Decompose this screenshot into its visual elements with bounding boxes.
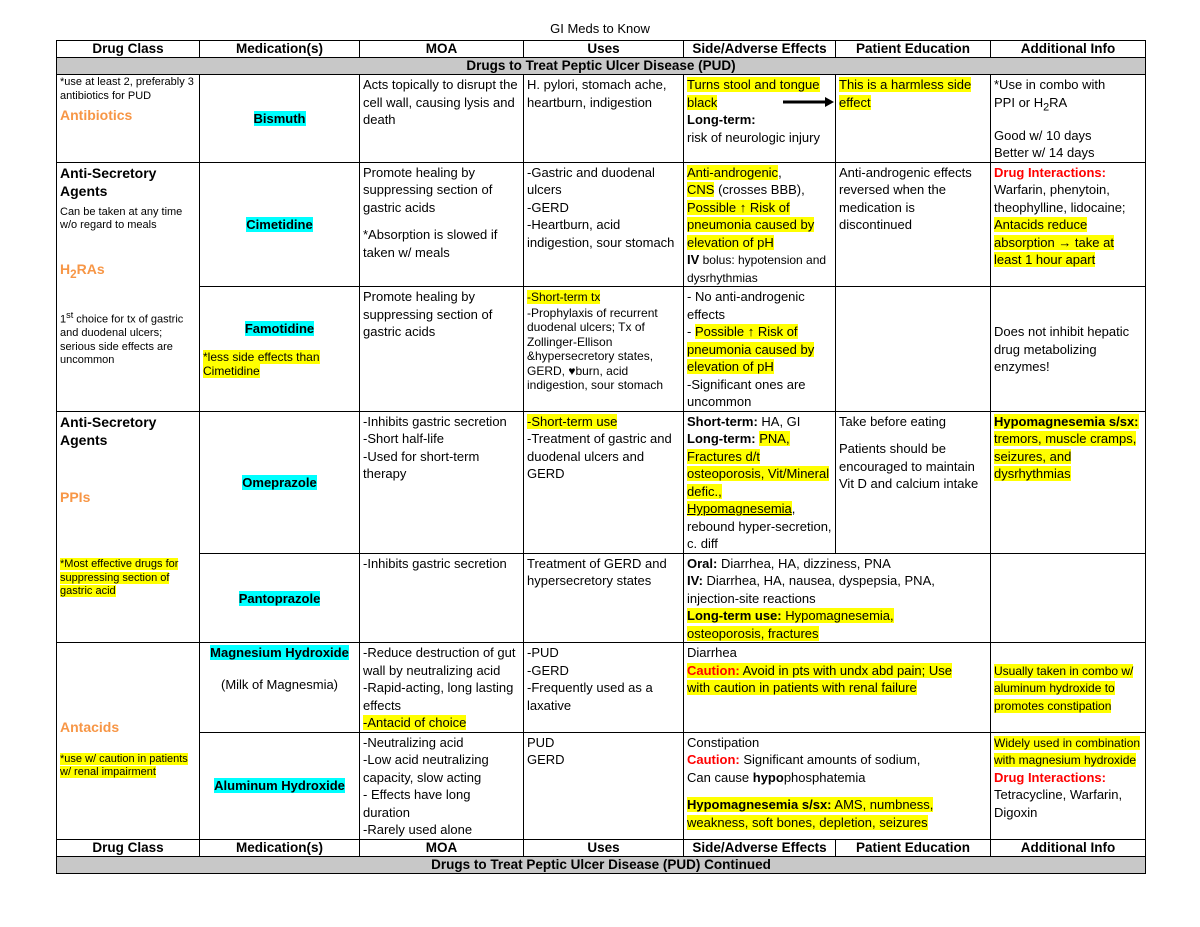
medication-cell bbox=[200, 643, 360, 733]
header-side-effects: Side/Adverse Effects bbox=[684, 839, 836, 856]
moa-cell: Acts topically to disrupt the cell wall, causing lysis and death bbox=[360, 75, 524, 163]
note-text: 1 bbox=[60, 313, 67, 326]
header-moa: MOA bbox=[360, 41, 524, 58]
class-note: *Most effective drugs for suppressing section of gastric acid bbox=[60, 558, 179, 598]
uses-cell bbox=[524, 287, 684, 412]
education-highlight: This is a harmless side effect bbox=[839, 77, 972, 110]
uses-cell: Treatment of GERD and hypersecretory states bbox=[524, 553, 684, 643]
medication-name: Pantoprazole bbox=[238, 590, 321, 606]
drug-interactions-label: Drug Interactions: bbox=[994, 769, 1106, 785]
drug-class-cell bbox=[57, 162, 200, 411]
uses-cell bbox=[524, 732, 684, 839]
info-line: Better w/ 14 days bbox=[994, 145, 1095, 161]
uses-text: -Frequently used as a laxative bbox=[527, 680, 653, 713]
class-title: Anti-Secretory Agents bbox=[60, 164, 157, 199]
info-highlight: Widely used in combination with magnesium hydroxide bbox=[994, 735, 1141, 768]
moa-cell: Promote healing by suppressing section of gastric acids bbox=[360, 287, 524, 412]
drug-class-cell bbox=[57, 411, 200, 643]
medication-cell bbox=[200, 732, 360, 839]
info-cell bbox=[991, 732, 1146, 839]
uses-cell bbox=[524, 411, 684, 553]
header-additional-info: Additional Info bbox=[991, 41, 1146, 58]
class-note bbox=[60, 309, 196, 368]
header-drug-class: Drug Class bbox=[57, 839, 200, 856]
header-row bbox=[57, 41, 1146, 58]
header-medications: Medication(s) bbox=[200, 839, 360, 856]
education-text: Take before eating bbox=[839, 413, 946, 429]
side-effect-text: - bbox=[687, 324, 695, 340]
side-effect-highlight: Turns stool and tongue black bbox=[687, 77, 820, 110]
uses-cell bbox=[524, 643, 684, 733]
uses-text: -Heartburn, acid indigestion, sour stomach bbox=[527, 217, 675, 250]
moa-text: -Inhibits gastric secretion bbox=[363, 413, 507, 429]
moa-text: -Neutralizing acid bbox=[363, 734, 464, 750]
class-title: Anti-Secretory Agents bbox=[60, 413, 157, 448]
section-title: Drugs to Treat Peptic Ulcer Disease (PUD) bbox=[57, 58, 1146, 75]
side-effect-text: Diarrhea, HA, nausea, dyspepsia, PNA, injection-site reactions bbox=[687, 573, 935, 606]
side-effect-text: Diarrhea bbox=[687, 645, 737, 661]
drug-class-cell bbox=[57, 643, 200, 840]
side-effect-bold: hypo bbox=[752, 769, 784, 785]
side-effect-text: phosphatemia bbox=[783, 769, 866, 785]
side-effect-highlight: Possible ↑ Risk of pneumonia caused by elevation of pH bbox=[687, 199, 815, 250]
uses-text: -Treatment of gastric and duodenal ulcers and GERD bbox=[527, 431, 672, 482]
uses-highlight: -Short-term tx bbox=[527, 290, 601, 305]
medication-cell bbox=[200, 75, 360, 163]
moa-text: Promote healing by suppressing section of gastric acids bbox=[363, 164, 493, 215]
long-term-label: Long-term: bbox=[687, 112, 756, 127]
info-cell bbox=[991, 553, 1146, 643]
uses-highlight: -Short-term use bbox=[527, 413, 618, 429]
moa-cell bbox=[360, 411, 524, 553]
side-effect-text: , rebound hyper-secretion, c. diff bbox=[687, 501, 832, 552]
header-medications: Medication(s) bbox=[200, 41, 360, 58]
table-row bbox=[57, 162, 1146, 287]
class-name: Antibiotics bbox=[60, 107, 133, 123]
side-effect-highlight: Anti-androgenic bbox=[687, 164, 779, 180]
info-line bbox=[994, 94, 1142, 117]
side-effect-text: -Significant ones are uncommon bbox=[687, 376, 806, 410]
medication-cell bbox=[200, 553, 360, 643]
caution-label: Caution: bbox=[687, 662, 740, 678]
info-text: RA bbox=[1049, 94, 1068, 110]
side-effect-text: bolus: hypotension and dysrhythmias bbox=[687, 253, 827, 285]
caution-text: Significant amounts of sodium, bbox=[739, 752, 921, 768]
moa-text: *Absorption is slowed if taken w/ meals bbox=[363, 227, 498, 260]
side-effects-cell bbox=[684, 287, 836, 412]
side-effect-highlight: Fractures d/t osteoporosis, Vit/Mineral defic., bbox=[687, 448, 830, 499]
info-line: Good w/ 10 days bbox=[994, 127, 1092, 143]
side-effect-highlight: PNA, bbox=[759, 431, 790, 447]
class-text: H bbox=[60, 260, 71, 277]
education-cell bbox=[836, 287, 991, 412]
education-text: Patients should be encouraged to maintain Vit D and calcium intake bbox=[839, 441, 979, 492]
info-text: Does not inhibit hepatic drug metabolizing enzymes! bbox=[994, 324, 1130, 375]
side-effects-cell: Anti-androgenic, CNS (crosses BBB), Possible ↑ Risk of pneumonia caused by elevation of pH IV bolus: hypotension and dysrhythmias bbox=[684, 162, 836, 287]
header-drug-class: Drug Class bbox=[57, 41, 200, 58]
caution-text: Avoid in pts with undx abd pain; Use with caution in patients with renal failure bbox=[687, 662, 952, 696]
medication-name: Aluminum Hydroxide bbox=[214, 778, 345, 794]
moa-cell bbox=[360, 162, 524, 287]
side-effect-text: (crosses BBB), bbox=[714, 182, 805, 198]
header-additional-info: Additional Info bbox=[991, 839, 1146, 856]
info-text: tremors, muscle cramps, seizures, and dysrhythmias bbox=[994, 431, 1137, 482]
long-term-label: Long-term: bbox=[687, 431, 756, 447]
header-row bbox=[57, 839, 1146, 856]
uses-cell: H. pylori, stomach ache, heartburn, indigestion bbox=[524, 75, 684, 163]
hypomag-label: Hypomagnesemia s/sx: bbox=[687, 797, 832, 813]
medication-cell bbox=[200, 162, 360, 287]
education-cell bbox=[836, 411, 991, 553]
note-text: choice for tx of gastric and duodenal ulcers; serious side effects are uncommon bbox=[60, 313, 184, 367]
long-term-text: risk of neurologic injury bbox=[687, 129, 820, 145]
drug-table bbox=[56, 40, 1146, 874]
side-effects-cell bbox=[684, 553, 991, 643]
table-row bbox=[57, 75, 1146, 163]
side-effect-text: Hypomagnesemia, osteoporosis, fractures bbox=[687, 608, 894, 641]
oral-label: Oral: bbox=[687, 555, 718, 571]
side-effect-text: Can cause bbox=[687, 769, 753, 785]
header-moa: MOA bbox=[360, 839, 524, 856]
header-uses: Uses bbox=[524, 839, 684, 856]
info-cell bbox=[991, 75, 1146, 163]
uses-text: -PUD bbox=[527, 645, 559, 661]
subscript: 2 bbox=[1043, 101, 1050, 114]
info-highlight: Usually taken in combo w/ aluminum hydroxide to promotes constipation bbox=[994, 663, 1134, 713]
side-effect-highlight: CNS bbox=[687, 182, 715, 198]
medication-name: Bismuth bbox=[253, 111, 306, 127]
header-patient-education: Patient Education bbox=[836, 41, 991, 58]
long-term-label: Long-term use: bbox=[687, 608, 782, 624]
table-row bbox=[57, 553, 1146, 643]
side-effect-text: HA, GI bbox=[757, 413, 801, 429]
section-title: Drugs to Treat Peptic Ulcer Disease (PUD) Continued bbox=[57, 856, 1146, 873]
info-cell bbox=[991, 411, 1146, 553]
moa-cell bbox=[360, 732, 524, 839]
caution-label: Caution: bbox=[687, 752, 740, 768]
moa-text: -Reduce destruction of gut wall by neutralizing acid bbox=[363, 645, 516, 678]
table-row bbox=[57, 643, 1146, 733]
moa-text: -Short half-life bbox=[363, 431, 444, 447]
moa-text: -Rarely used alone bbox=[363, 822, 473, 838]
moa-text: -Used for short-term therapy bbox=[363, 448, 480, 482]
moa-text: -Rapid-acting, long lasting effects bbox=[363, 680, 514, 713]
medication-cell bbox=[200, 411, 360, 553]
info-cell bbox=[991, 162, 1146, 287]
info-text: Warfarin, phenytoin, theophylline, lidocaine; bbox=[994, 182, 1126, 215]
info-highlight: Antacids reduce absorption → take at least 1 hour apart bbox=[994, 217, 1114, 268]
class-note: *use at least 2, preferably 3 antibiotics for PUD bbox=[60, 76, 194, 102]
header-uses: Uses bbox=[524, 41, 684, 58]
short-term-label: Short-term: bbox=[687, 413, 758, 429]
side-effect-text: AMS, numbness, weakness, soft bones, depletion, seizures bbox=[687, 797, 934, 830]
moa-cell: -Inhibits gastric secretion bbox=[360, 553, 524, 643]
moa-highlight: -Antacid of choice bbox=[363, 715, 467, 731]
side-effect-highlight: Hypomagnesemia bbox=[687, 501, 792, 517]
medication-name: Cimetidine bbox=[246, 217, 313, 233]
side-effects-cell bbox=[684, 643, 991, 733]
table-row bbox=[57, 732, 1146, 839]
info-line: *Use in combo with bbox=[994, 77, 1106, 92]
uses-cell bbox=[524, 162, 684, 287]
education-cell: Anti-androgenic effects reversed when the medication is discontinued bbox=[836, 162, 991, 287]
uses-text: -GERD bbox=[527, 662, 569, 678]
uses-text: GERD bbox=[527, 752, 565, 768]
subscript: 2 bbox=[70, 267, 77, 281]
arrow-right-icon bbox=[783, 97, 834, 107]
medication-name: Famotidine bbox=[244, 321, 315, 337]
drug-interactions-label: Drug Interactions: bbox=[994, 164, 1106, 180]
info-text: Tetracycline, Warfarin, Digoxin bbox=[994, 787, 1123, 820]
uses-text: -GERD bbox=[527, 199, 569, 215]
superscript: st bbox=[66, 309, 74, 320]
side-effects-cell bbox=[684, 411, 836, 553]
uses-text: -Gastric and duodenal ulcers bbox=[527, 164, 655, 198]
side-effects-cell bbox=[684, 732, 991, 839]
side-effect-text: Diarrhea, HA, dizziness, PNA bbox=[717, 555, 891, 571]
section-row bbox=[57, 856, 1146, 873]
class-note: *use w/ caution in patients w/ renal impairment bbox=[60, 752, 188, 779]
class-name: PPIs bbox=[60, 488, 91, 505]
side-effect-text: Constipation bbox=[687, 734, 760, 750]
header-patient-education: Patient Education bbox=[836, 839, 991, 856]
info-cell bbox=[991, 287, 1146, 412]
header-side-effects: Side/Adverse Effects bbox=[684, 41, 836, 58]
class-note: Can be taken at any time w/o regard to meals bbox=[60, 205, 183, 232]
moa-cell bbox=[360, 643, 524, 733]
medication-name: Omeprazole bbox=[242, 474, 317, 490]
medication-cell bbox=[200, 287, 360, 412]
iv-label: IV: bbox=[687, 573, 703, 589]
info-label: Hypomagnesemia s/sx: bbox=[994, 413, 1139, 429]
class-text: RAs bbox=[76, 260, 105, 277]
medication-alt-name: (Milk of Magnesmia) bbox=[220, 676, 339, 692]
table-row bbox=[57, 287, 1146, 412]
education-cell bbox=[836, 75, 991, 163]
section-row bbox=[57, 58, 1146, 75]
uses-text: PUD bbox=[527, 734, 555, 750]
side-effects-cell bbox=[684, 75, 836, 163]
iv-label: IV bbox=[687, 252, 700, 268]
moa-text: -Low acid neutralizing capacity, slow acting bbox=[363, 752, 489, 785]
medication-note: *less side effects than Cimetidine bbox=[203, 349, 320, 379]
table-row bbox=[57, 411, 1146, 553]
document-title: GI Meds to Know bbox=[550, 21, 650, 36]
uses-text: -Prophylaxis of recurrent duodenal ulcers; Tx of Zollinger-Ellison &hypersecretory states, GERD, ♥burn, acid indigestion, sour stomach bbox=[527, 305, 664, 393]
moa-text: - Effects have long duration bbox=[363, 787, 471, 820]
info-cell bbox=[991, 643, 1146, 733]
medication-name: Magnesium Hydroxide bbox=[210, 645, 349, 661]
drug-class-cell bbox=[57, 75, 200, 163]
class-name: Antacids bbox=[60, 719, 120, 736]
class-name bbox=[60, 261, 196, 283]
side-effect-highlight: Possible ↑ Risk of pneumonia caused by elevation of pH bbox=[687, 324, 815, 375]
side-effect-text: - No anti-androgenic effects bbox=[687, 289, 805, 322]
info-text: PPI or H bbox=[994, 94, 1044, 110]
